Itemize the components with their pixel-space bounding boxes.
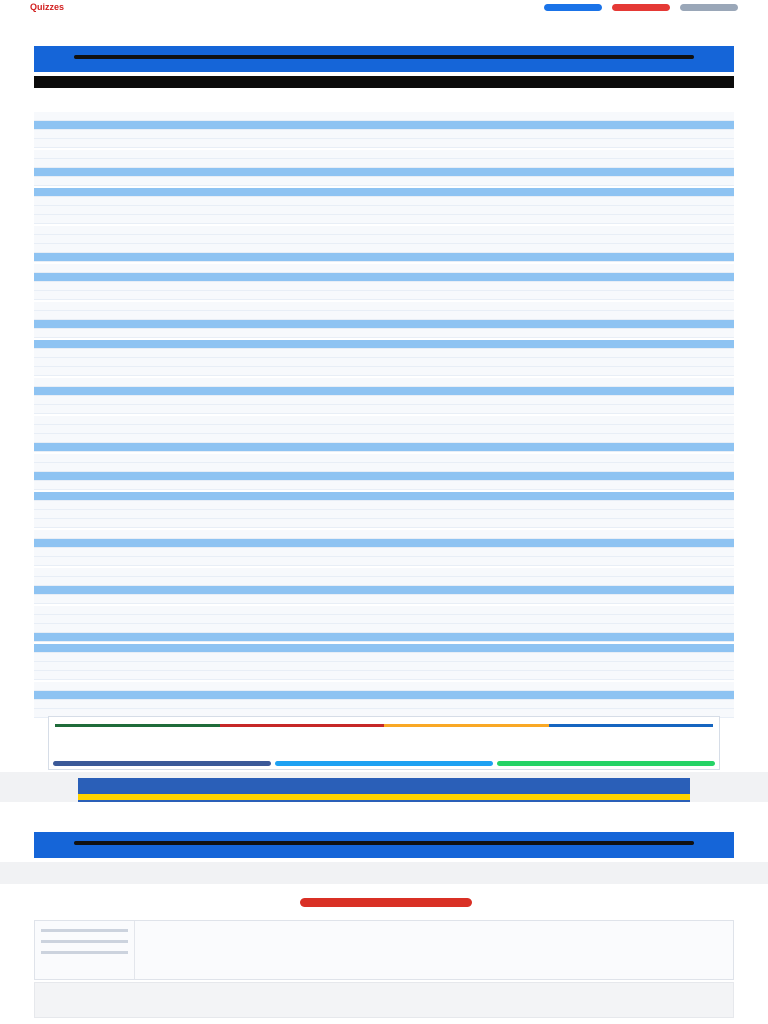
answer-option-correct[interactable] xyxy=(34,340,734,349)
play-video-button[interactable] xyxy=(300,898,472,907)
answer-option[interactable] xyxy=(34,215,734,224)
site-brand[interactable]: Quizzes xyxy=(30,2,65,12)
promo-stripe xyxy=(384,724,549,727)
answer-option[interactable] xyxy=(34,595,734,604)
answer-option-correct[interactable] xyxy=(34,273,734,282)
top-bar xyxy=(0,0,768,14)
share-buttons xyxy=(53,761,715,766)
comment-avatar-line xyxy=(41,951,128,954)
answer-option[interactable] xyxy=(34,302,734,311)
promo-stripes xyxy=(55,724,713,727)
promo-line xyxy=(49,717,719,721)
ad-strip xyxy=(78,794,690,800)
promo-stripe xyxy=(549,724,714,727)
answer-option[interactable] xyxy=(34,662,734,671)
answer-option-correct[interactable] xyxy=(34,633,734,642)
answer-option[interactable] xyxy=(34,671,734,680)
answer-option[interactable] xyxy=(34,396,734,405)
answer-option[interactable] xyxy=(34,568,734,577)
promo-stripe xyxy=(220,724,385,727)
footer-box xyxy=(34,982,734,1018)
answer-option[interactable] xyxy=(34,454,734,463)
top-button-group xyxy=(544,4,738,11)
answer-option[interactable] xyxy=(34,548,734,557)
answer-option[interactable] xyxy=(34,510,734,519)
answer-option-correct[interactable] xyxy=(34,492,734,501)
header xyxy=(34,14,734,16)
answer-option[interactable] xyxy=(34,416,734,425)
answer-option[interactable] xyxy=(34,615,734,624)
answer-option[interactable] xyxy=(34,139,734,148)
answer-option[interactable] xyxy=(34,577,734,586)
comments-box xyxy=(34,920,734,980)
answer-option[interactable] xyxy=(34,481,734,490)
answer-option[interactable] xyxy=(34,349,734,358)
banner-second[interactable] xyxy=(34,832,734,858)
answer-option[interactable] xyxy=(34,378,734,387)
answer-option[interactable] xyxy=(34,700,734,709)
answer-option[interactable] xyxy=(34,291,734,300)
answer-option[interactable] xyxy=(34,405,734,414)
answer-option[interactable] xyxy=(34,264,734,273)
answer-option[interactable] xyxy=(34,112,734,121)
answer-option[interactable] xyxy=(34,244,734,253)
answer-option-correct[interactable] xyxy=(34,168,734,177)
answer-option[interactable] xyxy=(34,197,734,206)
banner-bar xyxy=(74,841,694,845)
answer-option[interactable] xyxy=(34,150,734,159)
banner-bar xyxy=(74,55,694,59)
answer-option[interactable] xyxy=(34,130,734,139)
answer-option-correct[interactable] xyxy=(34,121,734,130)
answer-option-correct[interactable] xyxy=(34,443,734,452)
answer-option-correct[interactable] xyxy=(34,320,734,329)
answer-option[interactable] xyxy=(34,235,734,244)
question-list xyxy=(34,110,734,718)
answer-option[interactable] xyxy=(34,530,734,539)
answer-option[interactable] xyxy=(34,367,734,376)
answer-option-correct[interactable] xyxy=(34,472,734,481)
share-button[interactable] xyxy=(53,761,271,766)
share-button[interactable] xyxy=(497,761,715,766)
answer-option[interactable] xyxy=(34,653,734,662)
answer-option[interactable] xyxy=(34,434,734,443)
answer-option-correct[interactable] xyxy=(34,691,734,700)
answer-option[interactable] xyxy=(34,557,734,566)
promo-box xyxy=(48,716,720,770)
top-button-subscribe[interactable] xyxy=(612,4,670,11)
divider-band xyxy=(0,862,768,884)
answer-option[interactable] xyxy=(34,624,734,633)
top-button-menu[interactable] xyxy=(680,4,738,11)
top-button-share[interactable] xyxy=(544,4,602,11)
answer-option[interactable] xyxy=(34,226,734,235)
answer-option[interactable] xyxy=(34,606,734,615)
answer-option[interactable] xyxy=(34,329,734,338)
promo-stripe xyxy=(55,724,220,727)
banner-top[interactable] xyxy=(34,46,734,72)
answer-option-correct[interactable] xyxy=(34,586,734,595)
answer-option[interactable] xyxy=(34,282,734,291)
answer-option[interactable] xyxy=(34,463,734,472)
answer-option-correct[interactable] xyxy=(34,644,734,653)
answer-option[interactable] xyxy=(34,519,734,528)
answer-option[interactable] xyxy=(34,425,734,434)
ad-banner[interactable] xyxy=(78,778,690,802)
answer-option[interactable] xyxy=(34,501,734,510)
answer-option-correct[interactable] xyxy=(34,253,734,262)
article-header xyxy=(34,92,734,94)
comment-avatar-line xyxy=(41,940,128,943)
answer-option[interactable] xyxy=(34,682,734,691)
answer-option[interactable] xyxy=(34,159,734,168)
comments-sidebar xyxy=(35,921,135,979)
answer-option[interactable] xyxy=(34,206,734,215)
answer-option-correct[interactable] xyxy=(34,539,734,548)
answer-option-correct[interactable] xyxy=(34,387,734,396)
share-button[interactable] xyxy=(275,761,493,766)
answer-option[interactable] xyxy=(34,177,734,186)
answer-option[interactable] xyxy=(34,311,734,320)
comment-avatar-line xyxy=(41,929,128,932)
answer-option-correct[interactable] xyxy=(34,188,734,197)
black-title-bar xyxy=(34,76,734,88)
answer-option[interactable] xyxy=(34,358,734,367)
